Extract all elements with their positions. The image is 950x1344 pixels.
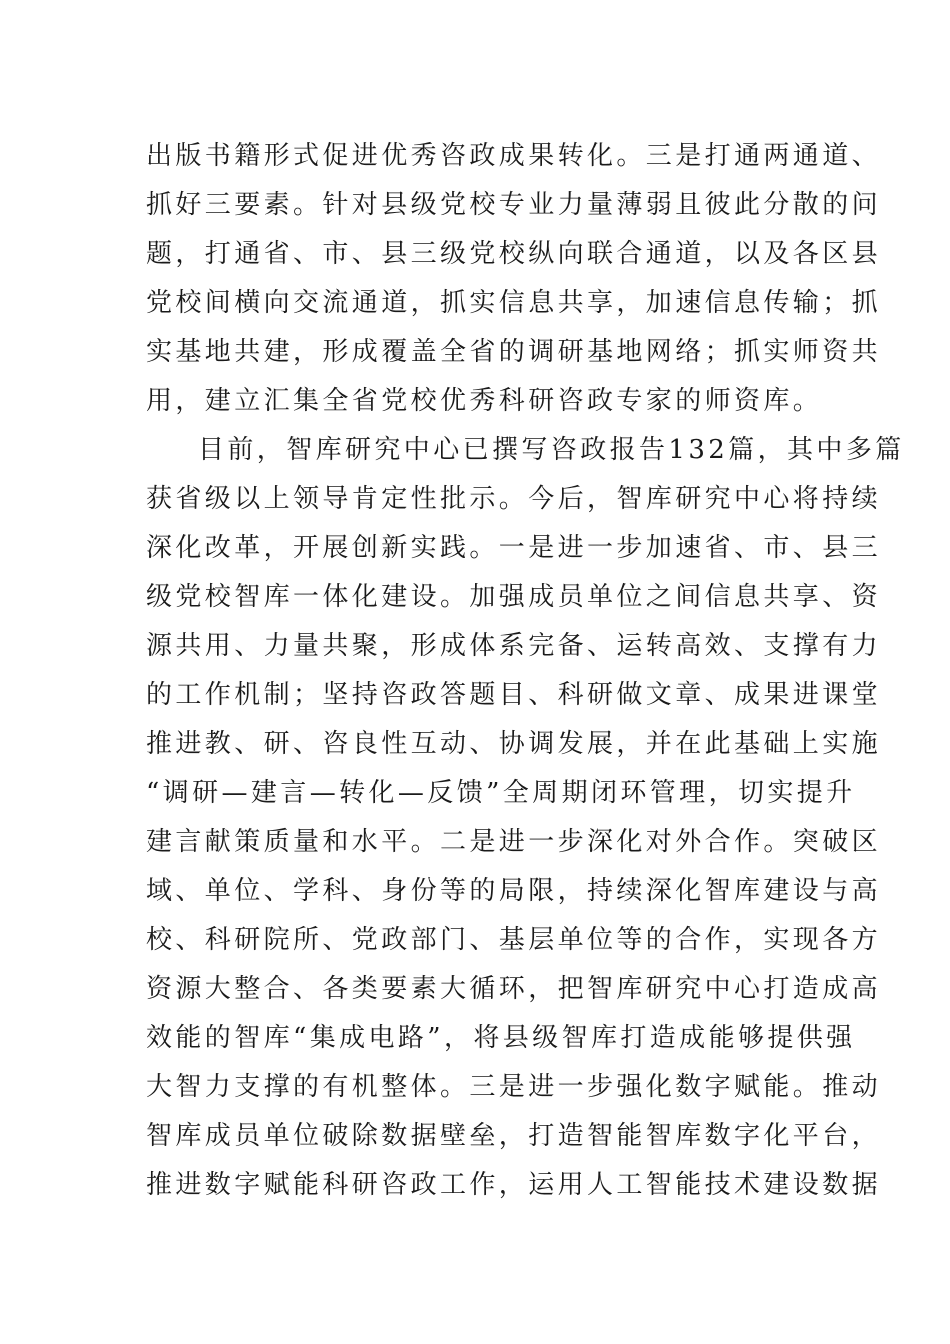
text-line: 抓好三要素。针对县级党校专业力量薄弱且彼此分散的问 — [146, 190, 882, 220]
text-line: 目前，智库研究中心已撰写咨政报告132篇，其中多篇 — [198, 435, 905, 465]
text-line: 实基地共建，形成覆盖全省的调研基地网络；抓实师资共 — [146, 337, 882, 367]
text-line: 效能的智库“集成电路”，将县级智库打造成能够提供强 — [146, 1023, 856, 1053]
text-line: 深化改革，开展创新实践。一是进一步加速省、市、县三 — [146, 533, 882, 563]
text-line: 校、科研院所、党政部门、基层单位等的合作，实现各方 — [146, 925, 882, 955]
text-line: 资源大整合、各类要素大循环，把智库研究中心打造成高 — [146, 974, 882, 1004]
text-line: 源共用、力量共聚，形成体系完备、运转高效、支撑有力 — [146, 631, 882, 661]
text-line: 推进数字赋能科研咨政工作，运用人工智能技术建设数据 — [146, 1170, 882, 1200]
body-text — [146, 132, 905, 1210]
text-line: 大智力支撑的有机整体。三是进一步强化数字赋能。推动 — [146, 1072, 882, 1102]
text-line: 的工作机制；坚持咨政答题目、科研做文章、成果进课堂 — [146, 680, 882, 710]
text-line: 智库成员单位破除数据壁垒，打造智能智库数字化平台， — [146, 1121, 882, 1151]
text-line: “调研—建言—转化—反馈”全周期闭环管理，切实提升 — [146, 778, 856, 808]
text-line: 推进教、研、咨良性互动、协调发展，并在此基础上实施 — [146, 729, 882, 759]
text-line: 建言献策质量和水平。二是进一步深化对外合作。突破区 — [146, 827, 882, 857]
text-line: 题，打通省、市、县三级党校纵向联合通道，以及各区县 — [146, 239, 882, 269]
text-line: 党校间横向交流通道，抓实信息共享，加速信息传输；抓 — [146, 288, 882, 318]
text-line: 级党校智库一体化建设。加强成员单位之间信息共享、资 — [146, 582, 882, 612]
text-line: 获省级以上领导肯定性批示。今后，智库研究中心将持续 — [146, 484, 882, 514]
text-line: 域、单位、学科、身份等的局限，持续深化智库建设与高 — [146, 876, 882, 906]
text-line: 用，建立汇集全省党校优秀科研咨政专家的师资库。 — [146, 386, 823, 416]
text-line: 出版书籍形式促进优秀咨政成果转化。三是打通两通道、 — [146, 141, 882, 171]
